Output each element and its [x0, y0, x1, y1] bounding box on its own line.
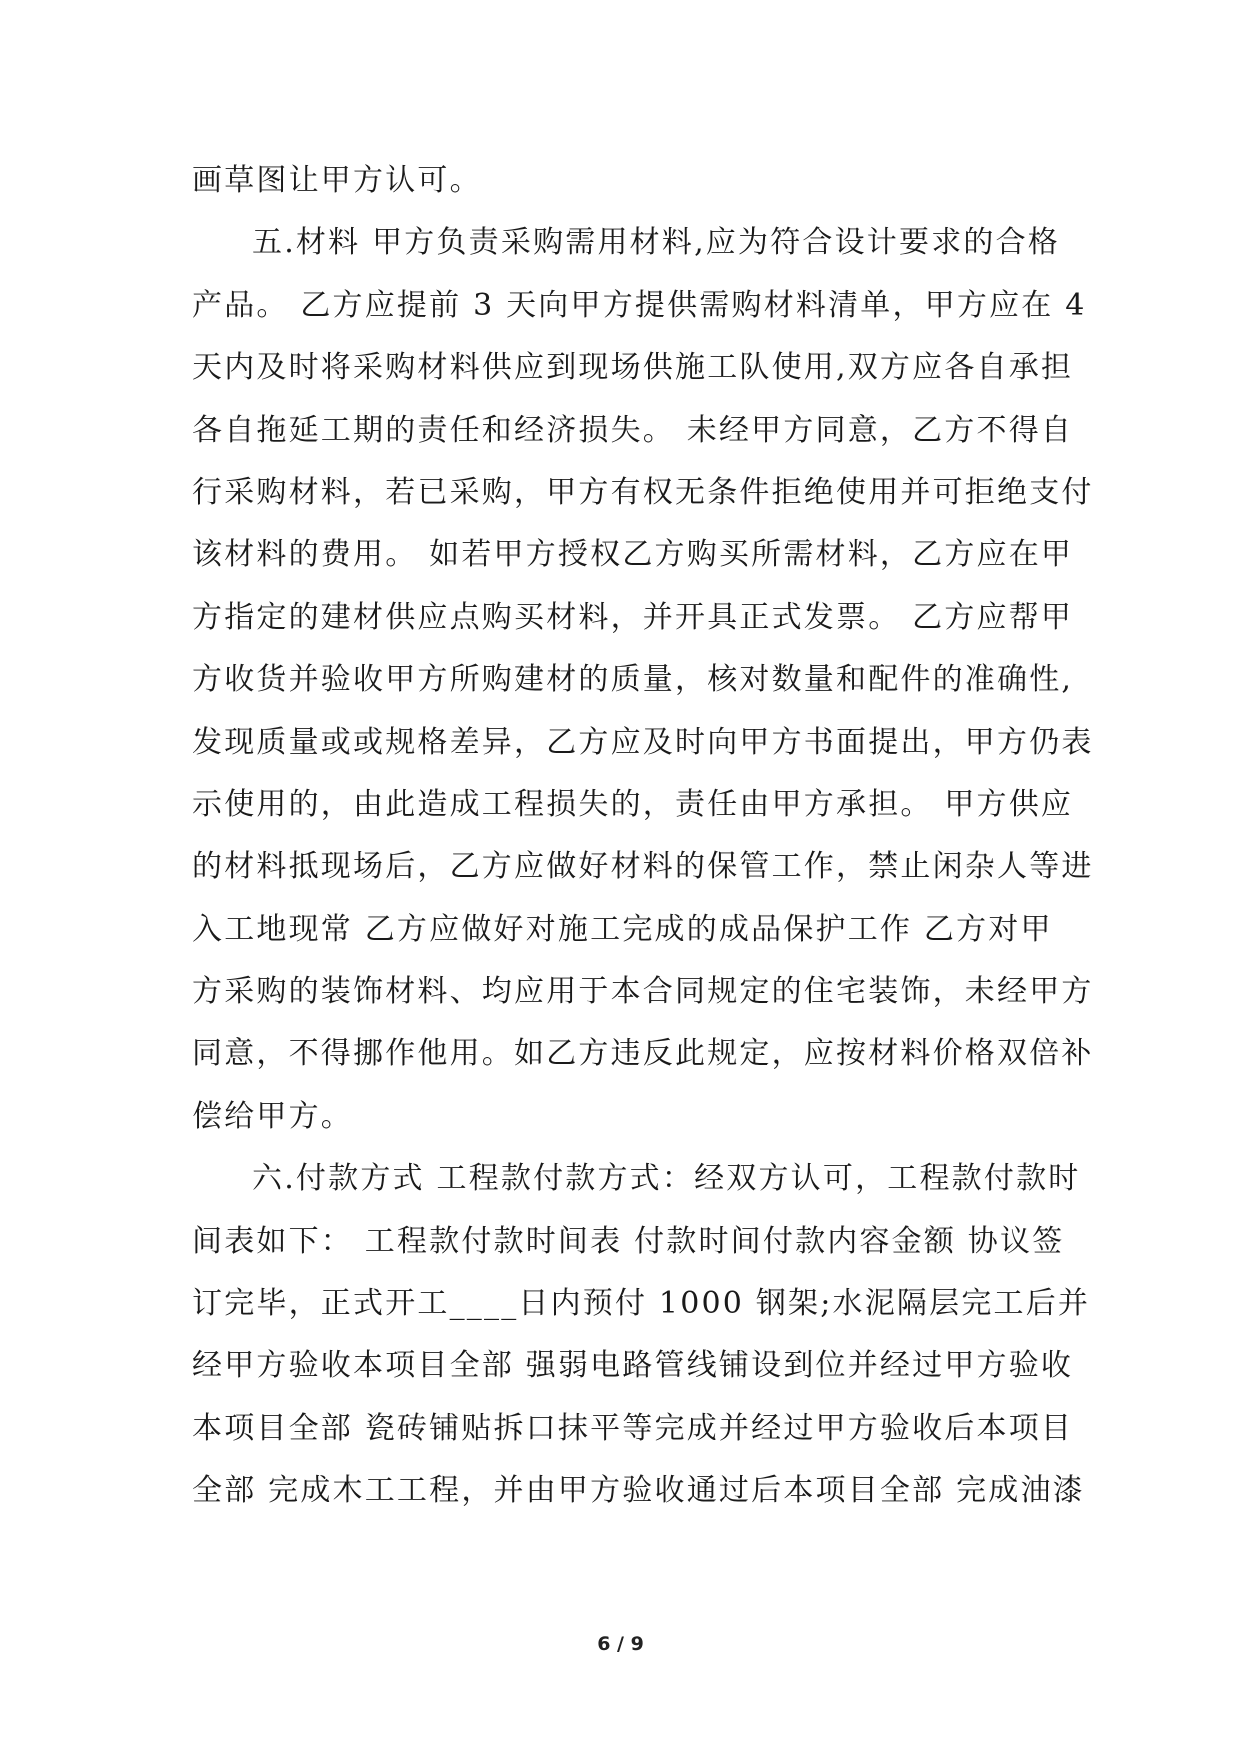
text-line: 本项目全部 瓷砖铺贴拆口抹平等完成并经过甲方验收后本项目: [192, 1410, 1074, 1446]
text-line: 入工地现常 乙方应做好对施工完成的成品保护工作 乙方对甲: [192, 911, 1053, 947]
text-line: 间表如下： 工程款付款时间表 付款时间付款内容金额 协议签: [192, 1223, 1065, 1259]
document-body: [192, 150, 1094, 1523]
text-line: 行采购材料，若已采购，甲方有权无条件拒绝使用并可拒绝支付: [192, 474, 1094, 510]
text-line: 示使用的，由此造成工程损失的，责任由甲方承担。 甲方供应: [192, 786, 1074, 822]
text-line: 画草图让甲方认可。: [192, 163, 482, 198]
text-line: 发现质量或或规格差异，乙方应及时向甲方书面提出，甲方仍表: [192, 724, 1094, 760]
text-line: 方采购的装饰材料、均应用于本合同规定的住宅装饰，未经甲方: [192, 974, 1094, 1010]
text-line: 各自拖延工期的责任和经济损失。 未经甲方同意，乙方不得自: [192, 412, 1074, 448]
text-line: 同意，不得挪作他用。如乙方违反此规定，应按材料价格双倍补: [192, 1036, 1094, 1072]
text-line: 偿给甲方。: [192, 1098, 353, 1134]
text-line: 经甲方验收本项目全部 强弱电路管线铺设到位并经过甲方验收: [192, 1348, 1074, 1384]
text-line: 方指定的建材供应点购买材料，并开具正式发票。 乙方应帮甲: [192, 599, 1074, 635]
text-line: 该材料的费用。 如若甲方授权乙方购买所需材料，乙方应在甲: [192, 537, 1074, 573]
text-line: 的材料抵现场后，乙方应做好材料的保管工作，禁止闲杂人等进: [192, 849, 1094, 885]
text-line-section-heading: 五.材料 甲方负责采购需用材料,应为符合设计要求的合格: [252, 225, 1061, 261]
text-line-section-heading: 六.付款方式 工程款付款方式：经双方认可，工程款付款时: [252, 1161, 1081, 1197]
text-line: 天内及时将采购材料供应到现场供施工队使用,双方应各自承担: [192, 350, 1074, 386]
page-number: 6 / 9: [597, 1633, 644, 1655]
text-line: 产品。 乙方应提前 3 天向甲方提供需购材料清单，甲方应在 4: [192, 287, 1087, 323]
text-line: 方收货并验收甲方所购建材的质量，核对数量和配件的准确性,: [192, 662, 1074, 698]
text-line: 订完毕，正式开工____日内预付 1000 钢架;水泥隔层完工后并: [192, 1286, 1091, 1322]
text-line: 全部 完成木工工程，并由甲方验收通过后本项目全部 完成油漆: [192, 1473, 1085, 1509]
